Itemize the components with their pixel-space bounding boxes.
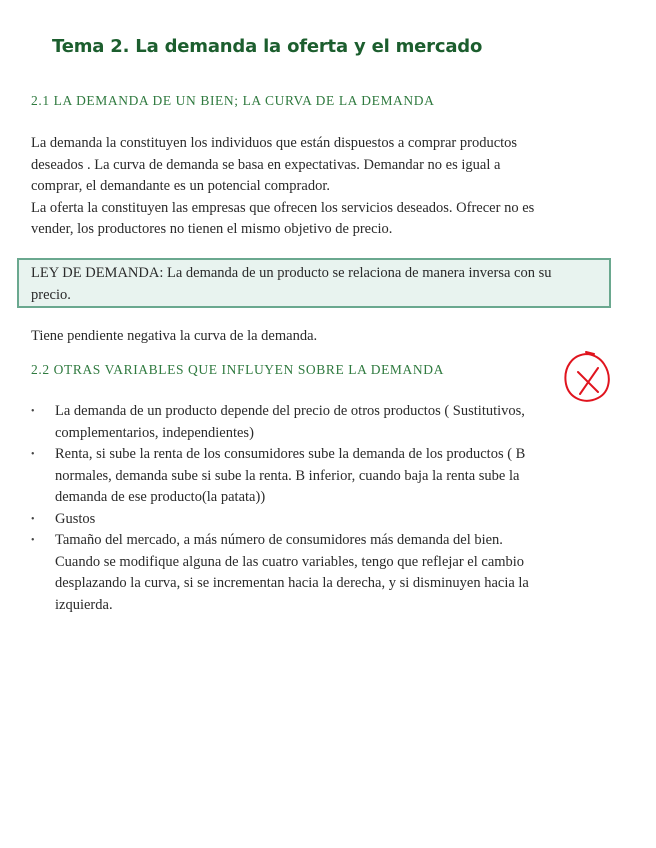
intro-paragraph: [31, 133, 601, 241]
variables-bullet-list: [31, 401, 601, 616]
bullet-line: Gustos: [55, 510, 96, 527]
bullet-line: izquierda.: [55, 596, 113, 613]
bullet-line: demanda de ese producto(la patata)): [55, 489, 266, 505]
slope-sentence: Tiene pendiente negativa la curva de la demanda.: [31, 328, 318, 344]
paragraph-line: La oferta la constituyen las empresas que ofrecen los servicios deseados. Ofrecer no es: [31, 199, 535, 216]
paragraph-line: vender, los productores no tienen el mismo objetivo de precio.: [31, 221, 393, 237]
paragraph-line: deseados . La curva de demanda se basa en expectativas. Demandar no es igual a: [31, 156, 501, 173]
paragraph-line: La demanda la constituyen los individuos que están dispuestos a comprar productos: [31, 135, 518, 151]
bullet-dot: •: [31, 406, 35, 417]
bullet-line: Tamaño del mercado, a más número de consumidores más demanda del bien.: [55, 532, 503, 548]
paragraph-line: comprar, el demandante es un potencial comprador.: [31, 178, 330, 194]
list-item: [31, 444, 601, 509]
bullet-line: Renta, si sube la renta de los consumidores sube la demanda de los productos ( B: [55, 446, 526, 462]
law-of-demand-callout: [17, 258, 611, 308]
bullet-line: La demanda de un producto depende del precio de otros productos ( Sustitutivos,: [55, 403, 525, 419]
bullet-dot: •: [31, 513, 35, 525]
bullet-line: desplazando la curva, si se incrementan hacia la derecha, y si disminuyen hacia la: [55, 575, 529, 591]
doc-title: Tema 2. La demanda la oferta y el mercado: [52, 36, 483, 57]
bullet-line: Cuando se modifique alguna de las cuatro variables, tengo que reflejar el cambio: [55, 553, 525, 570]
handwritten-circled-x-icon: [558, 348, 614, 408]
bullet-dot: •: [31, 449, 35, 460]
bullet-line: complementarios, independientes): [55, 424, 254, 441]
callout-line: precio.: [31, 286, 71, 303]
list-item: [31, 530, 601, 616]
section-heading-2-1: 2.1 LA DEMANDA DE UN BIEN; LA CURVA DE LA DEMANDA: [31, 93, 435, 108]
callout-text: [31, 263, 597, 306]
list-item: [31, 401, 601, 444]
bullet-dot: •: [31, 535, 35, 546]
callout-line: LEY DE DEMANDA: La demanda de un producto se relaciona de manera inversa con su: [31, 265, 552, 281]
section-heading-2-2: 2.2 OTRAS VARIABLES QUE INFLUYEN SOBRE LA DEMANDA: [31, 362, 444, 377]
list-item: [31, 509, 601, 531]
bullet-line: normales, demanda sube si sube la renta. B inferior, cuando baja la renta sube la: [55, 467, 520, 484]
